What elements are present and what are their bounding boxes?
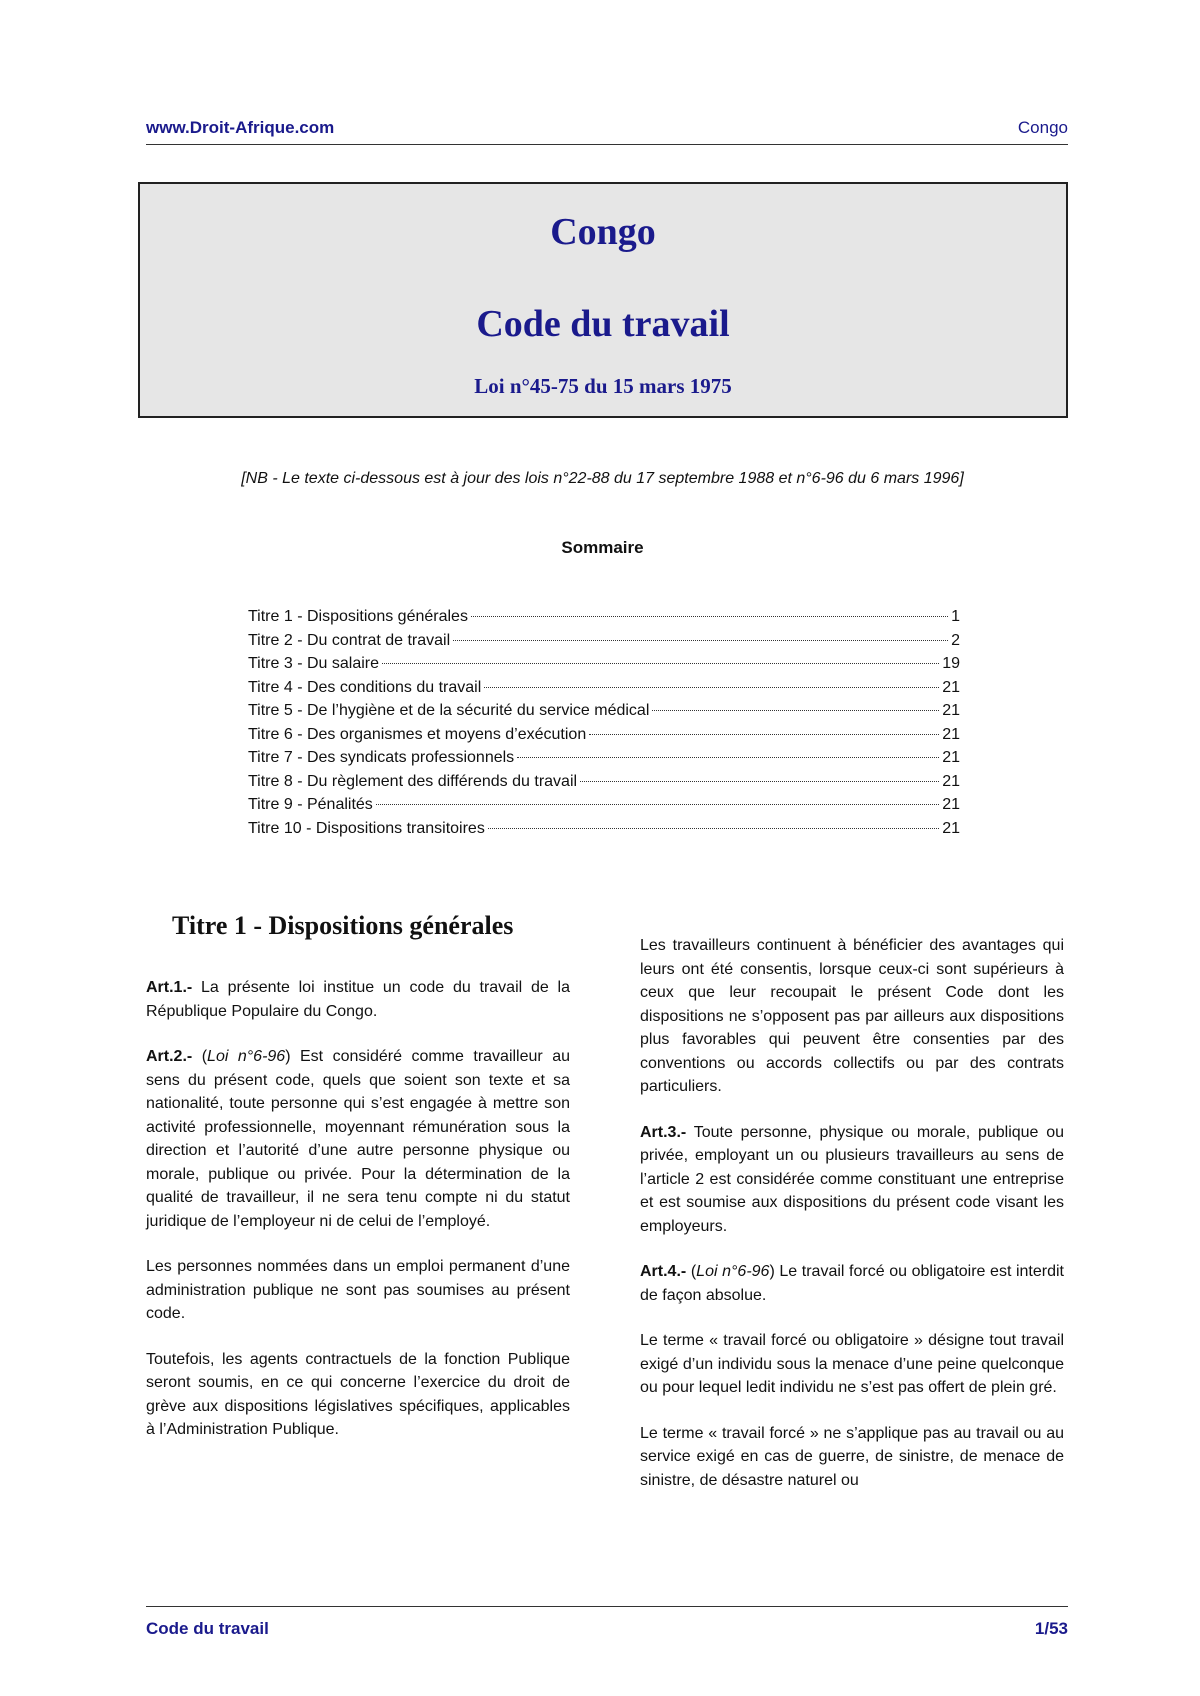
toc-item[interactable] [248, 608, 960, 632]
title-box [138, 182, 1068, 418]
toc-item[interactable] [248, 726, 960, 750]
toc-item-page: 19 [942, 655, 960, 672]
article-text: Le travail forcé ou obligatoire est interdit de façon absolue. [640, 1263, 1065, 1304]
toc-leader [517, 757, 939, 758]
footer-title: Code du travail [146, 1619, 269, 1638]
toc-item-label: Titre 8 - Du règlement des différends du travail [248, 772, 578, 790]
toc-item-page: 2 [951, 631, 960, 649]
title-country: Congo [550, 211, 656, 253]
article-number: Art.1.- [146, 979, 193, 996]
section-title: Titre 1 - Dispositions générales [172, 911, 514, 940]
toc-item-label: Titre 4 - Des conditions du travail [248, 678, 482, 696]
toc-item[interactable] [248, 655, 960, 679]
toc-item[interactable] [248, 749, 960, 773]
toc-item-page: 21 [942, 678, 960, 696]
toc-item[interactable] [248, 773, 960, 797]
toc-leader [382, 663, 939, 664]
article-1 [146, 976, 570, 1023]
toc-item[interactable] [248, 796, 960, 820]
paragraph: Le terme « travail forcé » ne s’applique pas au travail ou au service exigé en cas de guerre, de sinistre, de menace de sinistre, de désastre naturel ou [640, 1424, 1064, 1489]
site-link[interactable]: www.Droit-Afrique.com [146, 118, 335, 137]
article-number: Art.2.- [146, 1048, 193, 1065]
toc-leader [376, 804, 939, 805]
sommaire-title: Sommaire [561, 538, 644, 557]
article-number: Art.3.- [640, 1123, 687, 1141]
toc-leader [488, 828, 939, 829]
toc-item-page: 21 [942, 772, 960, 790]
toc-item-page: 21 [942, 819, 960, 837]
toc-item-label: Titre 1 - Dispositions générales [248, 608, 468, 625]
toc-item-page: 21 [942, 702, 960, 719]
toc-item-label: Titre 5 - De l’hygiène et de la sécurité du service médical [248, 702, 650, 719]
title-law: Loi n°45-75 du 15 mars 1975 [474, 374, 732, 398]
toc-item-label: Titre 10 - Dispositions transitoires [248, 819, 485, 837]
article-text: La présente loi institue un code du travail de la République Populaire du Congo. [146, 979, 570, 1020]
toc-item-label: Titre 2 - Du contrat de travail [248, 631, 451, 649]
toc-item[interactable] [248, 632, 960, 656]
paragraph: Le terme « travail forcé ou obligatoire » désigne tout travail exigé d’un individu sous la menace d’une peine quelconque ou pour lequel ledit individu ne s’est pas offert de plein gré. [640, 1332, 1064, 1396]
law-reference: Loi n°6-96 [207, 1048, 286, 1065]
paragraph: Toutefois, les agents contractuels de la fonction Publique seront soumis, en ce qui concerne l’exercice du droit de grève aux dispositions législatives spécifiques, applicables à l’Administration Publique. [146, 1350, 570, 1438]
article-4: Art.4.- (Loi n°6-96) Le travail forcé ou obligatoire est interdit de façon absolue. [640, 1263, 1065, 1304]
toc-leader [589, 734, 939, 735]
toc-leader [471, 616, 948, 617]
toc-leader [453, 640, 948, 641]
article-3 [640, 1121, 1064, 1239]
right-column [640, 934, 1064, 1514]
article-number: Art.4.- [640, 1263, 687, 1280]
header-country: Congo [1017, 118, 1068, 137]
article-text: Est considéré comme travailleur au sens du présent code, quels que soient son texte et sa nationalité, toute personne qui s’est engagée à mettre son activité professionnelle, moyennant rémunération sous la direction et l’autorité d’une autre personne physique ou morale, publique ou privée. Pour la détermination de la qualité de travailleur, il ne sera tenu compte ni du statut juridique de l’employeur ni de celui de l’employé. [146, 1048, 571, 1230]
toc-item-label: Titre 7 - Des syndicats professionnels [248, 749, 515, 766]
law-reference: Loi n°6-96 [696, 1263, 770, 1280]
toc-item[interactable] [248, 702, 960, 726]
page-number: 1/53 [1034, 1619, 1068, 1638]
title-document: Code du travail [476, 303, 730, 345]
toc-item[interactable] [248, 820, 960, 844]
page-header [146, 118, 1068, 145]
toc-leader [652, 710, 939, 711]
toc-item-label: Titre 6 - Des organismes et moyens d’exécution [248, 725, 587, 743]
toc-leader [580, 781, 939, 782]
page-footer [146, 1606, 1068, 1639]
table-of-contents [248, 608, 960, 843]
toc-item-label: Titre 3 - Du salaire [248, 655, 379, 672]
toc-leader [484, 687, 939, 688]
article-2: Art.2.- (Loi n°6-96) Est considéré comme travailleur au sens du présent code, quels que soient son texte et sa nationalité, toute personne qui s’est engagée à mettre son activité professionnelle, moyennant rémunération sous la direction et l’autorité d’une autre personne physique ou morale, publique ou privée. Pour la détermination de la qualité de travailleur, il ne sera tenu compte ni du statut juridique de l’employeur ni de celui de l’employé. [146, 1048, 571, 1230]
paragraph: Les travailleurs continuent à bénéficier des avantages qui leurs ont été consentis, lorsque ceux-ci sont supérieurs à ceux que leur recoupait le présent Code dont les dispositions ne s’opposent pas par ailleurs aux dispositions plus favorables qui peuvent être consenties par des conventions ou accords collectifs ou par des contrats particuliers. [640, 937, 1064, 1095]
left-column [146, 910, 570, 1464]
toc-item-page: 1 [951, 608, 960, 625]
update-note: [NB - Le texte ci-dessous est à jour des lois n°22-88 du 17 septembre 1988 et n°6-96 du 6 mars 1996] [241, 470, 964, 487]
toc-item-label: Titre 9 - Pénalités [248, 796, 373, 813]
toc-item[interactable] [248, 679, 960, 703]
toc-item-page: 21 [942, 749, 960, 766]
toc-item-page: 21 [942, 796, 960, 813]
article-text: Toute personne, physique ou morale, publique ou privée, employant un ou plusieurs travailleurs au sens de l’article 2 est considérée comme constituant une entreprise et est soumise aux dispositions du présent code visant les employeurs. [640, 1123, 1064, 1235]
toc-item-page: 21 [942, 725, 960, 743]
paragraph: Les personnes nommées dans un emploi permanent d’une administration publique ne sont pas soumises au présent code. [146, 1258, 570, 1322]
